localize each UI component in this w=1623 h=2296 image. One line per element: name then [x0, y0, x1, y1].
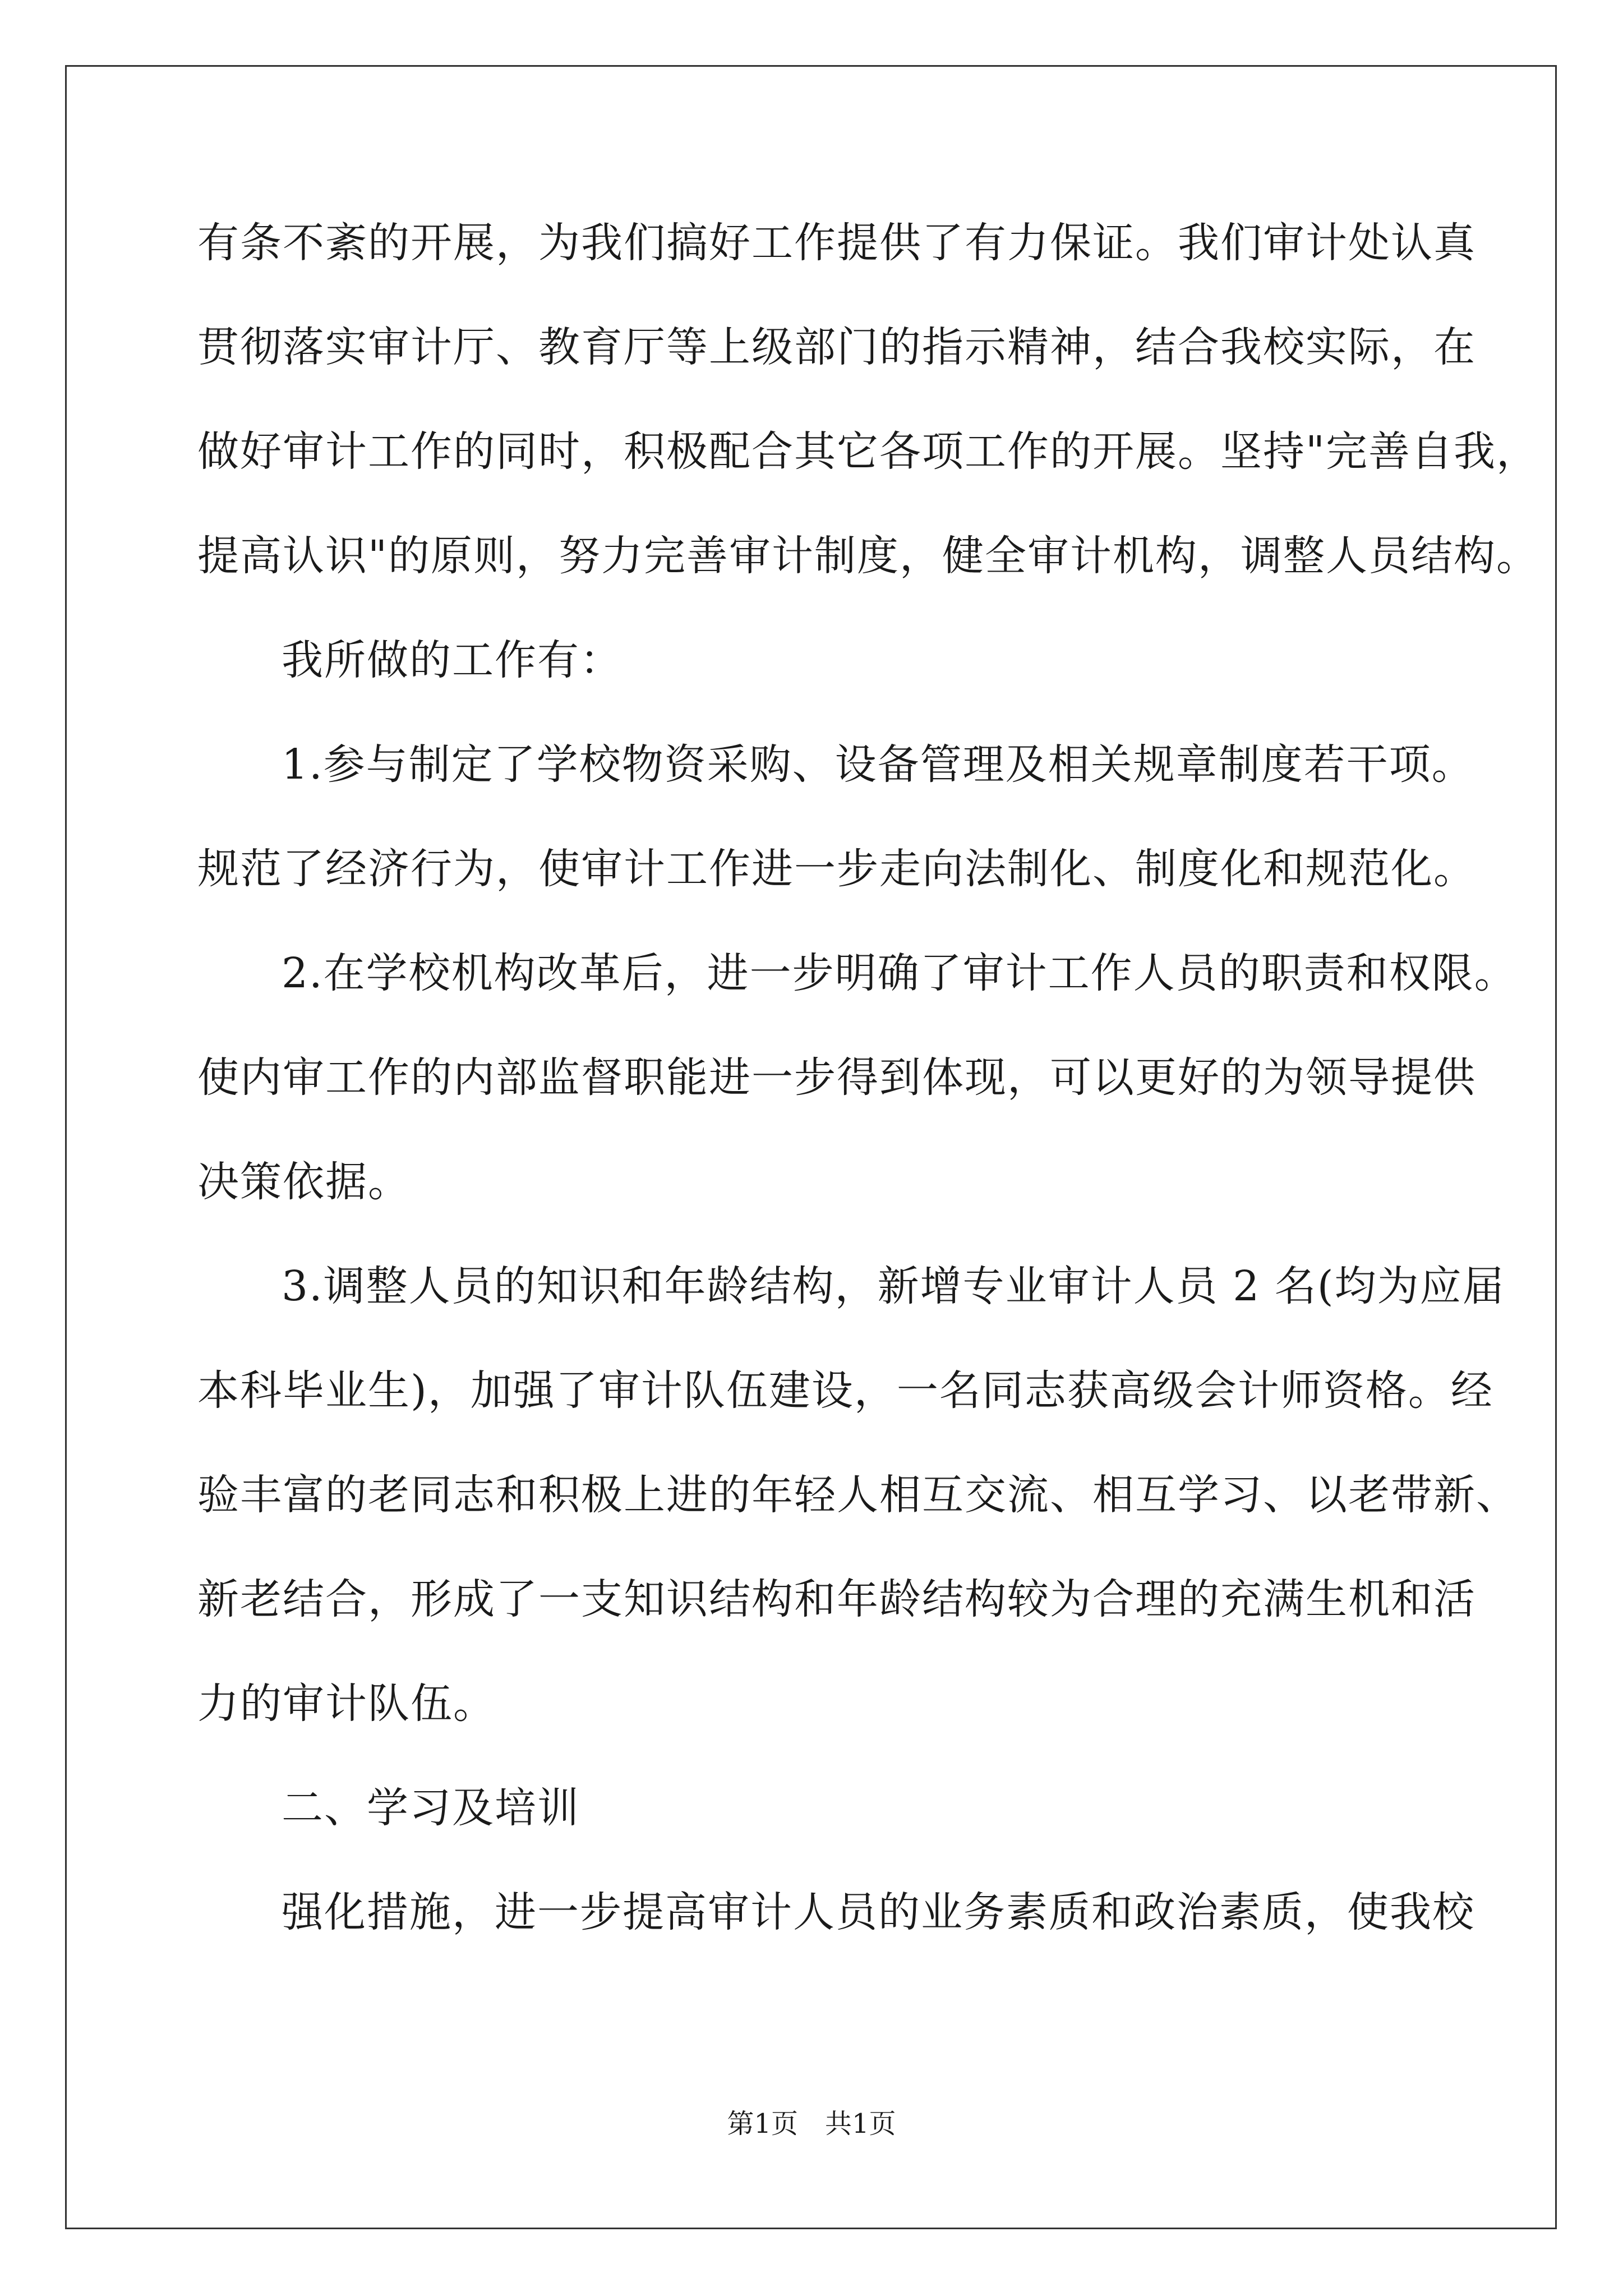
- text-line: 2.在学校机构改革后，进一步明确了审计工作人员的职责和权限。: [282, 949, 1517, 997]
- text-line: 规范了经济行为，使审计工作进一步走向法制化、制度化和规范化。: [197, 845, 1476, 893]
- text-line: 提高认识"的原则，努力完善审计制度，健全审计机构，调整人员结构。: [197, 532, 1539, 580]
- text-line: 做好审计工作的同时，积极配合其它各项工作的开展。坚持"完善自我，: [197, 427, 1539, 476]
- text-line: 有条不紊的开展，为我们搞好工作提供了有力保证。我们审计处认真: [197, 219, 1476, 267]
- text-line: 力的审计队伍。: [197, 1680, 496, 1728]
- text-line: 本科毕业生)，加强了审计队伍建设，一名同志获高级会计师资格。经: [197, 1366, 1493, 1415]
- text-line: 验丰富的老同志和积极上进的年轻人相互交流、相互学习、以老带新、: [197, 1471, 1519, 1519]
- text-line: 我所做的工作有：: [282, 636, 623, 684]
- text-line: 贯彻落实审计厅、教育厅等上级部门的指示精神，结合我校实际，在: [197, 323, 1476, 371]
- page-number: 第1页: [727, 2108, 798, 2139]
- section-heading: 二、学习及培训: [282, 1784, 580, 1832]
- text-line: 新老结合，形成了一支知识结构和年龄结构较为合理的充满生机和活: [197, 1575, 1476, 1623]
- page-total: 共1页: [825, 2108, 896, 2139]
- text-line: 强化措施，进一步提高审计人员的业务素质和政治素质，使我校: [282, 1888, 1475, 1936]
- text-line: 决策依据。: [197, 1158, 411, 1206]
- text-line: 3.调整人员的知识和年龄结构，新增专业审计人员 2 名(均为应届: [282, 1262, 1505, 1310]
- text-line: 使内审工作的内部监督职能进一步得到体现，可以更好的为领导提供: [197, 1053, 1476, 1102]
- page-footer: [0, 2110, 1623, 2137]
- text-line: 1.参与制定了学校物资采购、设备管理及相关规章制度若干项。: [282, 740, 1474, 789]
